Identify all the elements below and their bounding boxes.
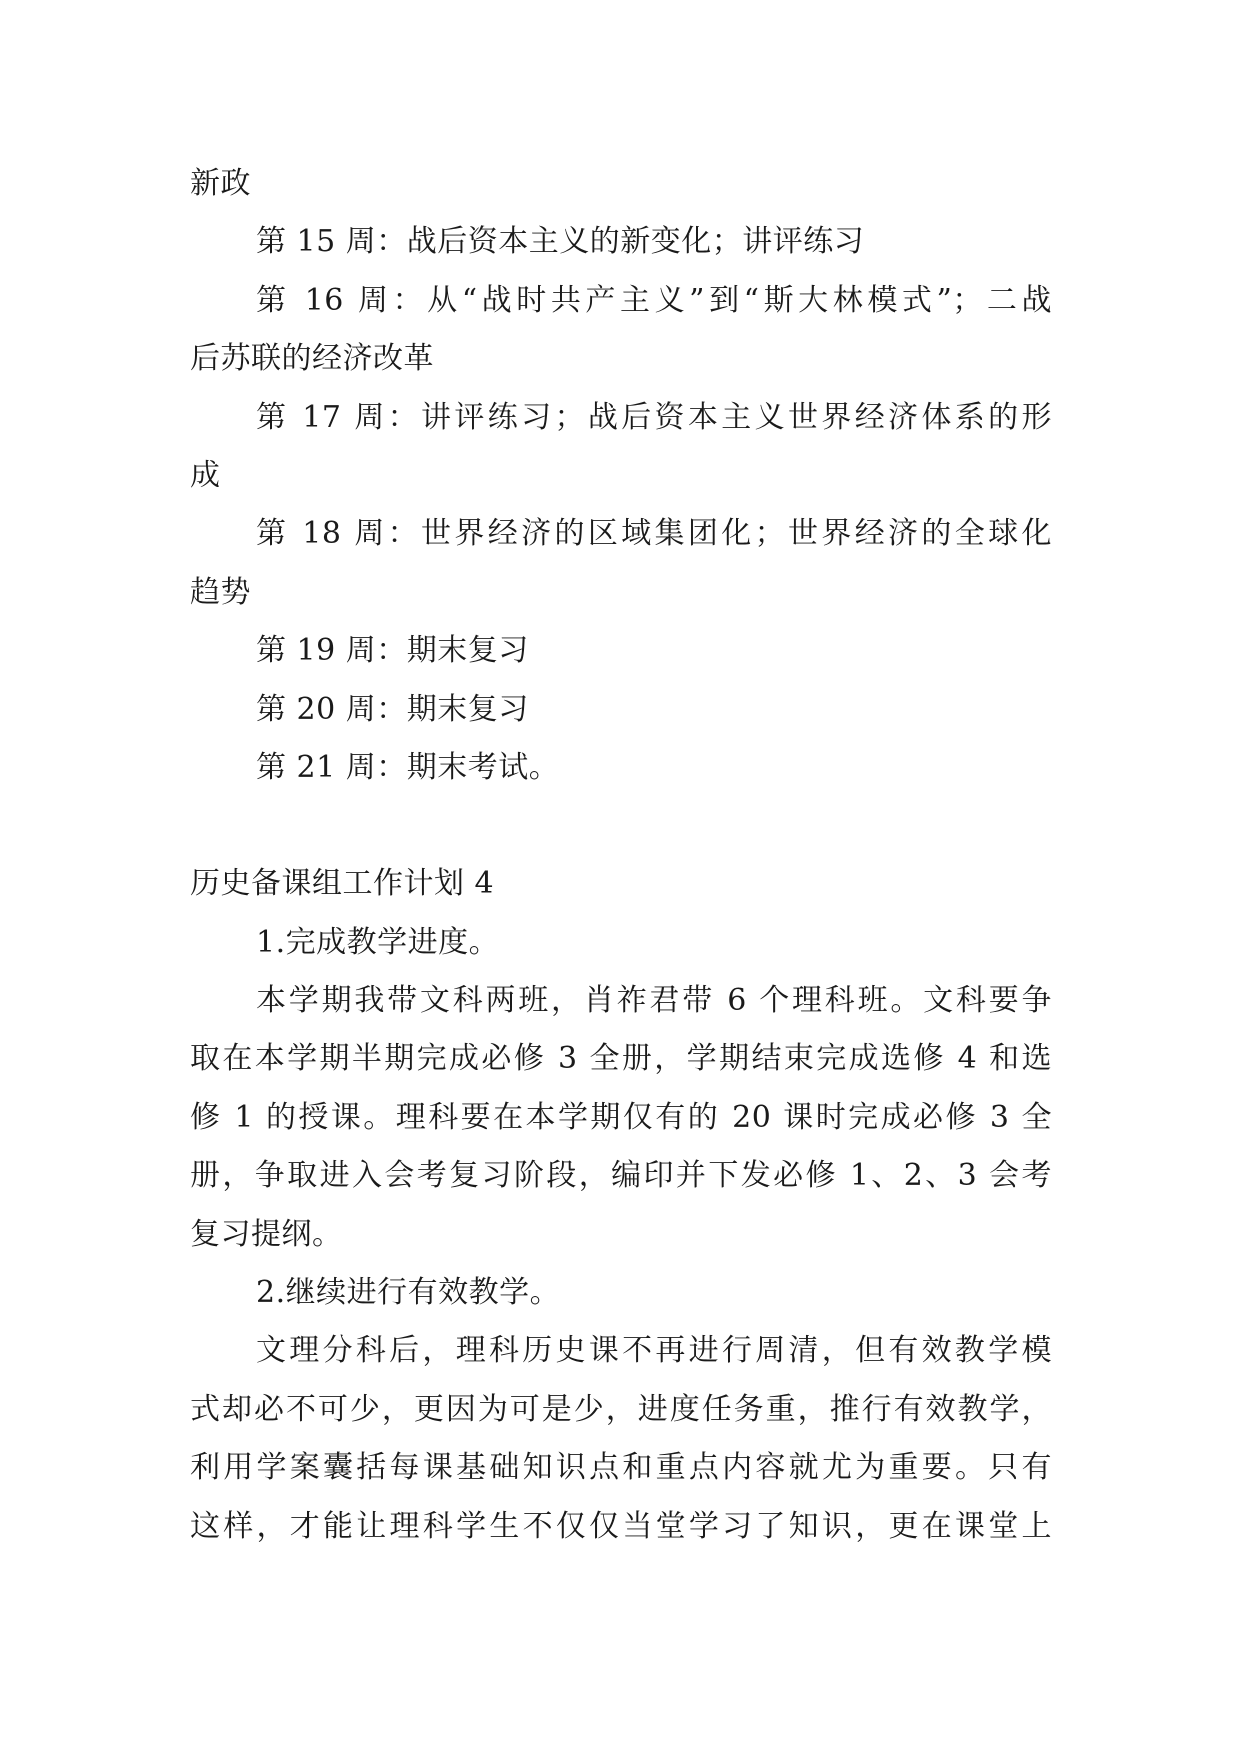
item-1-paragraph-line: 册，争取进入会考复习阶段，编印并下发必修 1、2、3 会考 [190, 1158, 1052, 1194]
section-title: 历史备课组工作计划 4 [190, 866, 495, 902]
week-15-line: 第 15 周：战后资本主义的新变化；讲评练习 [256, 224, 865, 260]
document-page [190, 155, 1052, 1556]
week-16-line: 第 16 周：从“战时共产主义”到“斯大林模式”；二战 [256, 282, 1052, 318]
item-1-paragraph-line: 修 1 的授课。理科要在本学期仅有的 20 课时完成必修 3 全 [190, 1099, 1052, 1135]
item-1-paragraph-line: 本学期我带文科两班，肖祚君带 6 个理科班。文科要争 [256, 983, 1052, 1019]
week-19-line: 第 19 周：期末复习 [256, 633, 529, 669]
item-2-paragraph-line: 文理分科后，理科历史课不再进行周清，但有效教学模 [256, 1333, 1052, 1369]
item-2-heading: 2.继续进行有效教学。 [256, 1275, 561, 1311]
item-2-paragraph-line: 这样，才能让理科学生不仅仅当堂学习了知识，更在课堂上 [190, 1508, 1052, 1544]
week-18-line: 第 18 周：世界经济的区域集团化；世界经济的全球化 [256, 516, 1052, 552]
week-17-continuation: 成 [190, 457, 221, 493]
week-16-continuation: 后苏联的经济改革 [190, 341, 434, 377]
item-1-heading: 1.完成教学进度。 [256, 924, 500, 960]
section-gap [190, 797, 1052, 855]
item-2-paragraph-line: 利用学案囊括每课基础知识点和重点内容就尤为重要。只有 [190, 1450, 1052, 1486]
week-21-line: 第 21 周：期末考试。 [256, 749, 560, 785]
week-17-line: 第 17 周：讲评练习；战后资本主义世界经济体系的形 [256, 399, 1052, 435]
week-20-line: 第 20 周：期末复习 [256, 691, 529, 727]
item-2-paragraph-line: 式却必不可少，更因为可是少，进度任务重，推行有效教学， [190, 1391, 1052, 1427]
item-1-paragraph-line: 取在本学期半期完成必修 3 全册，学期结束完成选修 4 和选 [190, 1041, 1052, 1077]
continued-line: 新政 [190, 166, 251, 201]
item-1-paragraph-line: 复习提纲。 [190, 1216, 343, 1252]
week-18-continuation: 趋势 [190, 574, 251, 610]
